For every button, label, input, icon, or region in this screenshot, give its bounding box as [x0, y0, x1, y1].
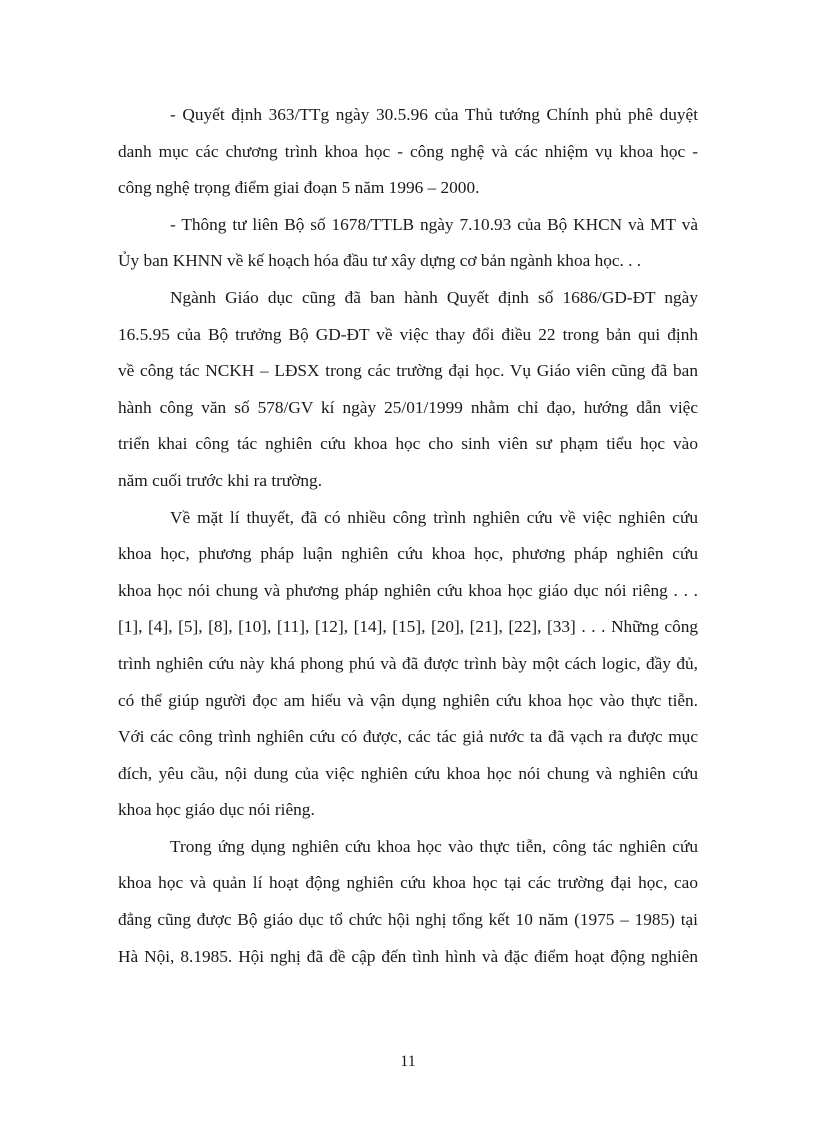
text-line: Ủy ban KHNN về kế hoạch hóa đầu tư xây dựng cơ bản ngành khoa học. . .: [118, 251, 642, 271]
text-line: khoa học nói chung và phương pháp nghiên cứu khoa học giáo dục nói riêng . . .: [118, 580, 698, 600]
text-line: trình nghiên cứu này khá phong phú và đã được trình bày một cách logic, đầy đủ,: [118, 653, 698, 673]
body-text: [118, 97, 698, 975]
text-line: khoa học giáo dục nói riêng.: [118, 800, 315, 820]
text-line: - Quyết định 363/TTg ngày 30.5.96 của Thủ tướng Chính phủ phê duyệt: [170, 105, 698, 124]
paragraph-application: [118, 829, 698, 975]
text-line: triển khai công tác nghiên cứu khoa học cho sinh viên sư phạm tiểu học vào: [118, 434, 698, 454]
text-line: đẳng cũng được Bộ giáo dục tổ chức hội nghị tổng kết 10 năm (1975 – 1985) tại: [118, 910, 698, 930]
text-line: về công tác NCKH – LĐSX trong các trường đại học. Vụ Giáo viên cũng đã ban: [118, 361, 698, 381]
text-line: Ngành Giáo dục cũng đã ban hành Quyết định số 1686/GD-ĐT ngày: [170, 287, 698, 307]
text-line: Với các công trình nghiên cứu có được, các tác giả nước ta đã vạch ra được mục: [118, 727, 698, 747]
page-number: 11: [400, 1053, 416, 1070]
text-line: - Thông tư liên Bộ số 1678/TTLB ngày 7.10.93 của Bộ KHCN và MT và: [170, 214, 698, 234]
paragraph-theory: [118, 500, 698, 829]
text-line: công nghệ trọng điểm giai đoạn 5 năm 1996 – 2000.: [118, 178, 480, 198]
text-line: Trong ứng dụng nghiên cứu khoa học vào thực tiễn, công tác nghiên cứu: [170, 836, 698, 856]
text-line: đích, yêu cầu, nội dung của việc nghiên cứu khoa học nói chung và nghiên cứu: [118, 763, 698, 783]
paragraph-circular-1678: [118, 207, 698, 280]
text-line: hành công văn số 578/GV kí ngày 25/01/1999 nhằm chỉ đạo, hướng dẫn việc: [118, 397, 698, 417]
text-line: danh mục các chương trình khoa học - công nghệ và các nhiệm vụ khoa học -: [118, 141, 698, 161]
text-line: có thể giúp người đọc am hiểu và vận dụng nghiên cứu khoa học vào thực tiễn.: [118, 690, 698, 710]
text-line: khoa học, phương pháp luận nghiên cứu khoa học, phương pháp nghiên cứu: [118, 544, 698, 564]
paragraph-decision-363: [118, 97, 698, 207]
text-line: 16.5.95 của Bộ trưởng Bộ GD-ĐT về việc thay đổi điều 22 trong bản qui định: [118, 324, 698, 344]
text-line: [1], [4], [5], [8], [10], [11], [12], [14], [15], [20], [21], [22], [33] . . . Những công: [118, 617, 698, 637]
paragraph-education-sector: [118, 280, 698, 500]
text-line: Hà Nội, 8.1985. Hội nghị đã đề cập đến tình hình và đặc điểm hoạt động nghiên: [118, 946, 698, 966]
text-line: Về mặt lí thuyết, đã có nhiều công trình nghiên cứu về việc nghiên cứu: [170, 507, 698, 527]
text-line: khoa học và quản lí hoạt động nghiên cứu khoa học tại các trường đại học, cao: [118, 873, 698, 893]
text-line: năm cuối trước khi ra trường.: [118, 470, 323, 490]
